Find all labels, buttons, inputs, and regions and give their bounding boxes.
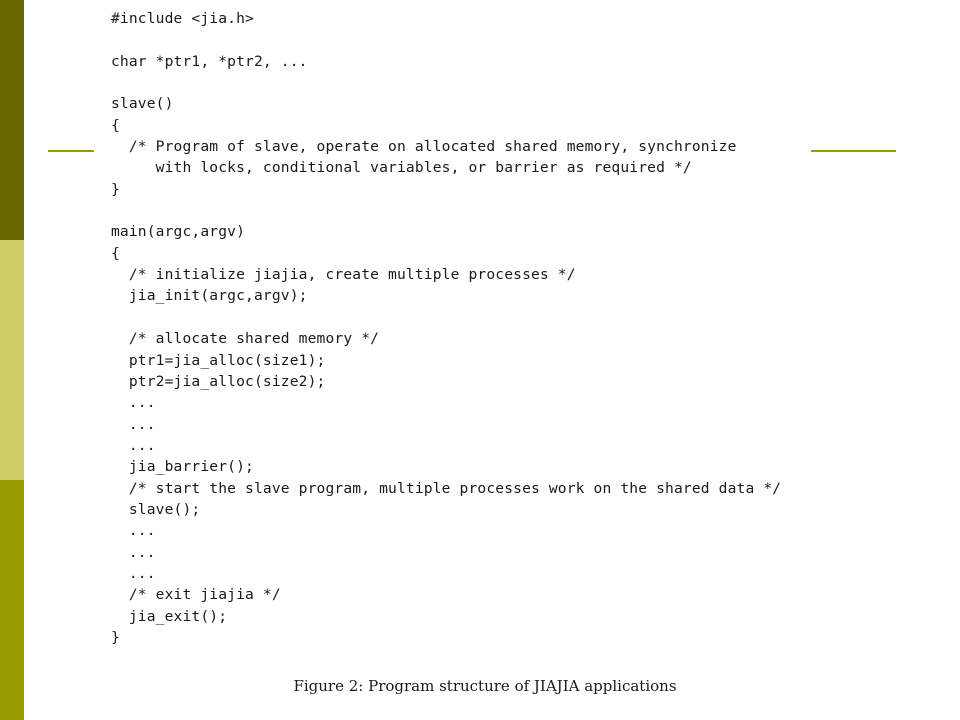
title-rule-left <box>48 150 94 152</box>
code-line <box>111 307 781 328</box>
code-line: { <box>111 116 120 134</box>
code-line: ... <box>111 564 156 582</box>
code-line: } <box>111 628 120 646</box>
side-stripe-top <box>0 0 24 240</box>
figure-caption: Figure 2: Program structure of JIAJIA applications <box>293 677 677 695</box>
code-line: ... <box>111 436 156 454</box>
code-line: ... <box>111 522 156 540</box>
code-line: } <box>111 180 120 198</box>
code-line: slave() <box>111 95 174 113</box>
code-line: ... <box>111 394 156 412</box>
code-line: { <box>111 244 120 262</box>
code-line: ... <box>111 543 156 561</box>
code-line <box>111 72 781 93</box>
code-line: #include <jia.h> <box>111 10 254 27</box>
side-stripe-middle <box>0 240 24 480</box>
code-line: jia_init(argc,argv); <box>111 287 308 305</box>
code-line: ptr1=jia_alloc(size1); <box>111 351 326 369</box>
code-line: /* initialize jiajia, create multiple processes */ <box>111 266 576 284</box>
code-line: char *ptr1, *ptr2, ... <box>111 52 308 70</box>
code-listing <box>111 8 781 648</box>
code-line: /* allocate shared memory */ <box>111 330 380 348</box>
code-line: /* Program of slave, operate on allocated shared memory, synchronize <box>111 138 737 156</box>
code-line: slave(); <box>111 500 201 518</box>
code-line: /* exit jiajia */ <box>111 586 281 604</box>
code-line <box>111 200 781 221</box>
code-line: jia_exit(); <box>111 607 228 625</box>
code-line: /* start the slave program, multiple processes work on the shared data */ <box>111 479 782 497</box>
code-line <box>111 29 781 50</box>
code-line: jia_barrier(); <box>111 458 254 476</box>
code-line: ptr2=jia_alloc(size2); <box>111 372 326 390</box>
code-line: with locks, conditional variables, or barrier as required */ <box>111 159 692 177</box>
code-line: ... <box>111 415 156 433</box>
code-line: main(argc,argv) <box>111 223 246 241</box>
title-rule-right <box>811 150 896 152</box>
